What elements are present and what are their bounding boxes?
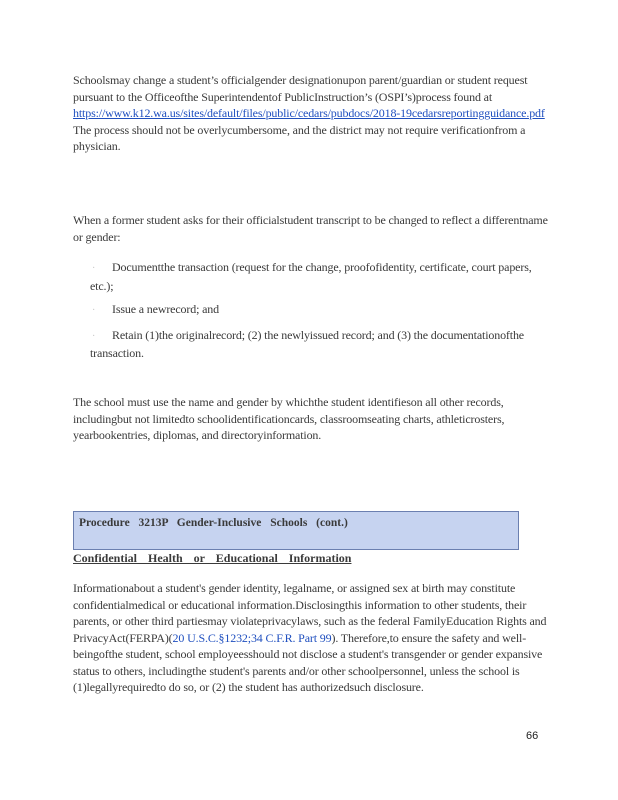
paragraph-gender-designation [73,72,553,155]
section-heading: Confidential Health or Educational Information [73,551,352,565]
paragraph-transcript-request-text: When a former student asks for their officialstudent transcript to be changed to reflect a differentname or gender: [73,213,548,244]
list-item [90,327,550,362]
paragraph-gender-designation-after-link: The process should not be overlycumbersome, and the district may not require verificationfrom a physician. [73,122,526,153]
paragraph-name-usage [73,394,553,444]
list-item-text: Issue a newrecord; and [112,302,219,316]
paragraph-confidential-info-text-before: Informationabout a student's gender identity, legalname, or assigned sex at birth may constitute confidentialmedical or educational information.Disclosingthis information to other students, their parents, or other third partiesmay violateprivacylaws, such as the federal FamilyEducation Rights and PrivacyAct(FERPA)( [73,581,547,645]
ferpa-citation: 20 U.S.C.§1232;34 C.F.R. Part 99 [172,630,332,645]
procedure-title: Procedure 3213P Gender-Inclusive Schools (cont.) [79,517,348,529]
page-number: 66 [526,730,539,742]
bullet-icon: · [92,305,96,316]
paragraph-gender-designation-text: Schoolsmay change a student’s officialgender designationupon parent/guardian or student request pursuant to the Officeofthe Superintendentof PublicInstruction’s (OSPI’s)process found at [73,73,528,104]
paragraph-name-usage-text: The school must use the name and gender by whichthe student identifieson all other records, includingbut not limitedto schoolidentificationcards, classroomseating charts, athleticrosters, yearbookentries, diplomas, and directoryinformation. [73,395,505,442]
paragraph-confidential-info [73,580,553,696]
paragraph-transcript-request [73,212,553,245]
ospi-guidance-link[interactable]: https://www.k12.wa.us/sites/default/files/public/cedars/pubdocs/2018-19cedarsreportingguidance.pdf [73,106,545,120]
transcript-steps-list [90,259,550,369]
paragraph-confidential-info-text-after: ). Therefore,to ensure the safety and well-beingofthe student, school employeesshould not disclose a student's transgender or gender expansive status to others, includingthe student's parents and/or other schoolpersonnel, unless the school is (1)legallyrequiredto do so, or (2) the student has authorizedsuch disclosure. [73,630,543,694]
list-item [90,259,550,294]
procedure-header-box [73,511,519,550]
list-item-text: Retain (1)the originalrecord; (2) the newlyissued record; and (3) the documentationofthe transaction. [90,327,524,360]
bullet-icon: · [92,330,96,342]
list-item [90,301,550,320]
list-item-text: Documentthe transaction (request for the change, proofofidentity, certificate, court papers, etc.); [90,260,532,293]
bullet-icon: · [92,263,96,274]
